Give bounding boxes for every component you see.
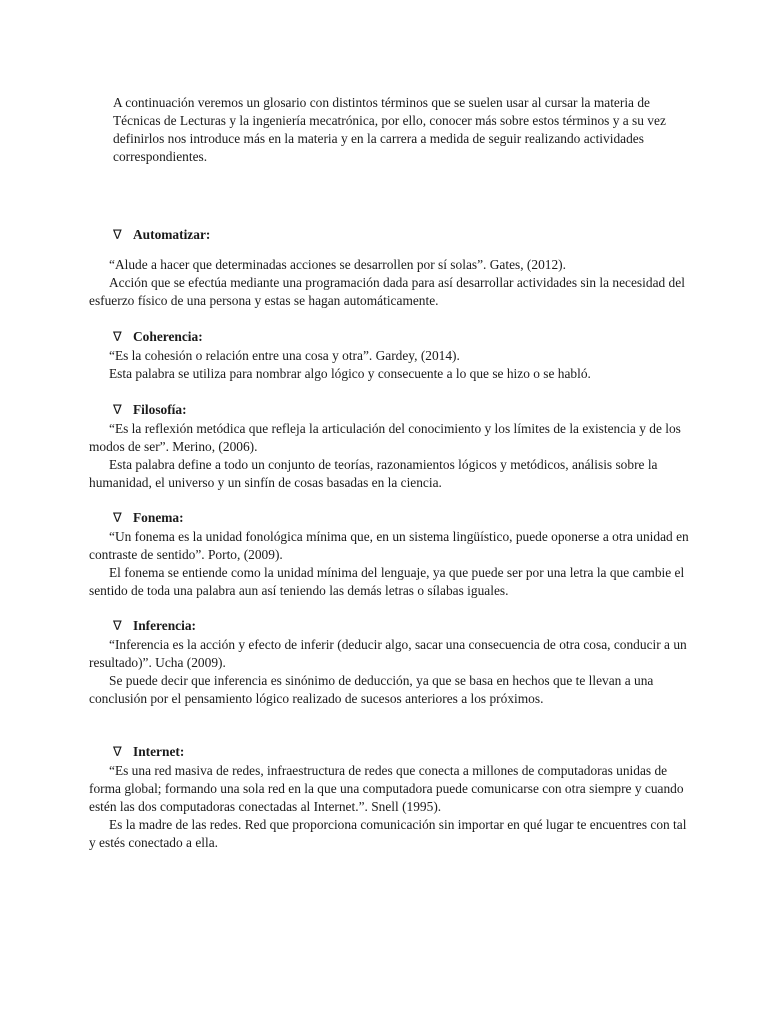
term-coherencia — [89, 328, 689, 383]
term-heading — [113, 226, 689, 245]
term-title: Filosofía: — [133, 402, 187, 417]
term-title: Inferencia: — [133, 618, 196, 633]
term-definition: Se puede decir que inferencia es sinónimo de deducción, ya que se basa en hechos que te llevan a una conclusión por el pensamiento lógico realizado de sucesos anteriores a los próximos. — [89, 673, 654, 706]
triangle-bullet-icon: ∇ — [113, 228, 122, 243]
term-inferencia — [89, 617, 689, 708]
term-quote: “Es una red masiva de redes, infraestructura de redes que conecta a millones de computadoras unidas de forma global; formando una sola red en la que una computadora puede comunicarse con otra siempre y cuando estén las dos computadoras conectadas al Internet.”. Snell (1995). — [89, 763, 684, 814]
term-quote: “Alude a hacer que determinadas acciones se desarrollen por sí solas”. Gates, (2012). — [109, 257, 566, 272]
term-quote: “Es la cohesión o relación entre una cosa y otra”. Gardey, (2014). — [109, 348, 460, 363]
term-heading — [113, 328, 689, 347]
triangle-bullet-icon: ∇ — [113, 330, 122, 345]
term-quote: “Inferencia es la acción y efecto de inferir (deducir algo, sacar una consecuencia de otra cosa, conducir a un resultado)”. Ucha (2009). — [89, 637, 687, 670]
triangle-bullet-icon: ∇ — [113, 511, 122, 526]
term-title: Coherencia: — [133, 329, 203, 344]
term-internet — [89, 743, 689, 852]
term-definition: Es la madre de las redes. Red que proporciona comunicación sin importar en qué lugar te encuentres con tal y estés conectado a ella. — [89, 817, 687, 850]
term-heading — [113, 617, 689, 636]
term-heading — [113, 509, 689, 528]
term-filosofia — [89, 401, 689, 492]
term-definition: Esta palabra define a todo un conjunto de teorías, razonamientos lógicos y metódicos, análisis sobre la humanidad, el universo y un sinfín de cosas basadas en la ciencia. — [89, 457, 658, 490]
term-definition: El fonema se entiende como la unidad mínima del lenguaje, ya que puede ser por una letra la que cambie el sentido de toda una palabra aun así teniendo las demás letras o sílabas iguales. — [89, 565, 685, 598]
term-fonema — [89, 509, 689, 600]
term-quote: “Es la reflexión metódica que refleja la articulación del conocimiento y los límites de la existencia y de los modos de ser”. Merino, (2006). — [89, 421, 681, 454]
term-title: Automatizar: — [133, 227, 211, 242]
triangle-bullet-icon: ∇ — [113, 745, 122, 760]
term-heading — [113, 743, 689, 762]
term-heading — [113, 401, 689, 420]
term-title: Internet: — [133, 744, 185, 759]
intro-text: A continuación veremos un glosario con distintos términos que se suelen usar al cursar la materia de Técnicas de Lecturas y la ingeniería mecatrónica, por ello, conocer más sobre estos términos y a su vez definirlos nos introduce más en la materia y en la carrera a medida de seguir realizando actividades correspondientes. — [113, 95, 666, 164]
triangle-bullet-icon: ∇ — [113, 619, 122, 634]
triangle-bullet-icon: ∇ — [113, 403, 122, 418]
term-definition: Acción que se efectúa mediante una programación dada para así desarrollar actividades sin la necesidad del esfuerzo físico de una persona y estas se hagan automáticamente. — [89, 275, 685, 308]
term-quote: “Un fonema es la unidad fonológica mínima que, en un sistema lingüístico, puede oponerse a otra unidad en contraste de sentido”. Porto, (2009). — [89, 529, 689, 562]
term-title: Fonema: — [133, 510, 184, 525]
term-automatizar — [89, 226, 689, 310]
term-definition: Esta palabra se utiliza para nombrar algo lógico y consecuente a lo que se hizo o se habló. — [109, 366, 591, 381]
intro-paragraph — [113, 94, 673, 166]
